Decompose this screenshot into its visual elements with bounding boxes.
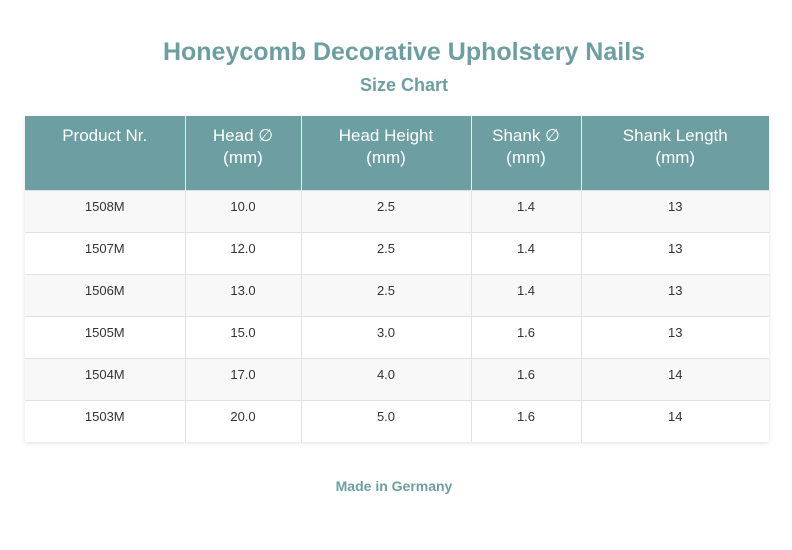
col-header-head-height	[301, 116, 471, 190]
cell-shank-length: 13	[581, 190, 769, 232]
cell-head-diameter: 20.0	[185, 400, 301, 442]
cell-shank-diameter: 1.4	[471, 190, 581, 232]
cell-shank-diameter: 1.4	[471, 232, 581, 274]
cell-head-diameter: 17.0	[185, 358, 301, 400]
cell-shank-diameter: 1.6	[471, 400, 581, 442]
table-row	[25, 400, 769, 442]
cell-head-height: 2.5	[301, 190, 471, 232]
cell-head-diameter: 12.0	[185, 232, 301, 274]
cell-product-nr: 1504M	[25, 358, 185, 400]
made-in-label: Made in Germany	[335, 478, 453, 494]
col-header-unit: (mm)	[366, 148, 406, 167]
cell-shank-length: 13	[581, 232, 769, 274]
table-row	[25, 358, 769, 400]
size-chart-table	[25, 116, 769, 442]
col-header-unit: (mm)	[655, 148, 696, 167]
cell-head-height: 5.0	[301, 400, 471, 442]
table-row	[25, 274, 769, 316]
col-header-unit: (mm)	[223, 148, 263, 167]
cell-head-diameter: 15.0	[185, 316, 301, 358]
cell-head-height: 2.5	[301, 274, 471, 316]
col-header-head-diameter	[185, 116, 301, 190]
cell-head-height: 3.0	[301, 316, 471, 358]
table-row	[25, 316, 769, 358]
col-header-product-nr	[25, 116, 185, 190]
cell-product-nr: 1506M	[25, 274, 185, 316]
cell-product-nr: 1507M	[25, 232, 185, 274]
col-header-unit: (mm)	[506, 148, 546, 167]
col-header-shank-length	[581, 116, 769, 190]
col-header-line: Head Height	[338, 126, 434, 145]
col-header-line: Shank ∅	[492, 126, 560, 145]
cell-head-height: 4.0	[301, 358, 471, 400]
cell-shank-length: 13	[581, 274, 769, 316]
cell-product-nr: 1503M	[25, 400, 185, 442]
cell-shank-diameter: 1.6	[471, 358, 581, 400]
table-header-row	[25, 116, 769, 190]
cell-head-height: 2.5	[301, 232, 471, 274]
col-header-shank-diameter	[471, 116, 581, 190]
col-header-line: Product Nr.	[62, 126, 148, 145]
cell-head-diameter: 10.0	[185, 190, 301, 232]
cell-shank-length: 14	[581, 358, 769, 400]
cell-product-nr: 1508M	[25, 190, 185, 232]
cell-shank-diameter: 1.6	[471, 316, 581, 358]
table-row	[25, 232, 769, 274]
table-row	[25, 190, 769, 232]
cell-shank-diameter: 1.4	[471, 274, 581, 316]
page-subtitle: Size Chart	[359, 75, 449, 95]
cell-head-diameter: 13.0	[185, 274, 301, 316]
cell-shank-length: 13	[581, 316, 769, 358]
col-header-line: Head ∅	[212, 126, 274, 145]
cell-product-nr: 1505M	[25, 316, 185, 358]
page-title: Honeycomb Decorative Upholstery Nails	[162, 38, 646, 66]
cell-shank-length: 14	[581, 400, 769, 442]
col-header-line: Shank Length	[622, 126, 728, 145]
